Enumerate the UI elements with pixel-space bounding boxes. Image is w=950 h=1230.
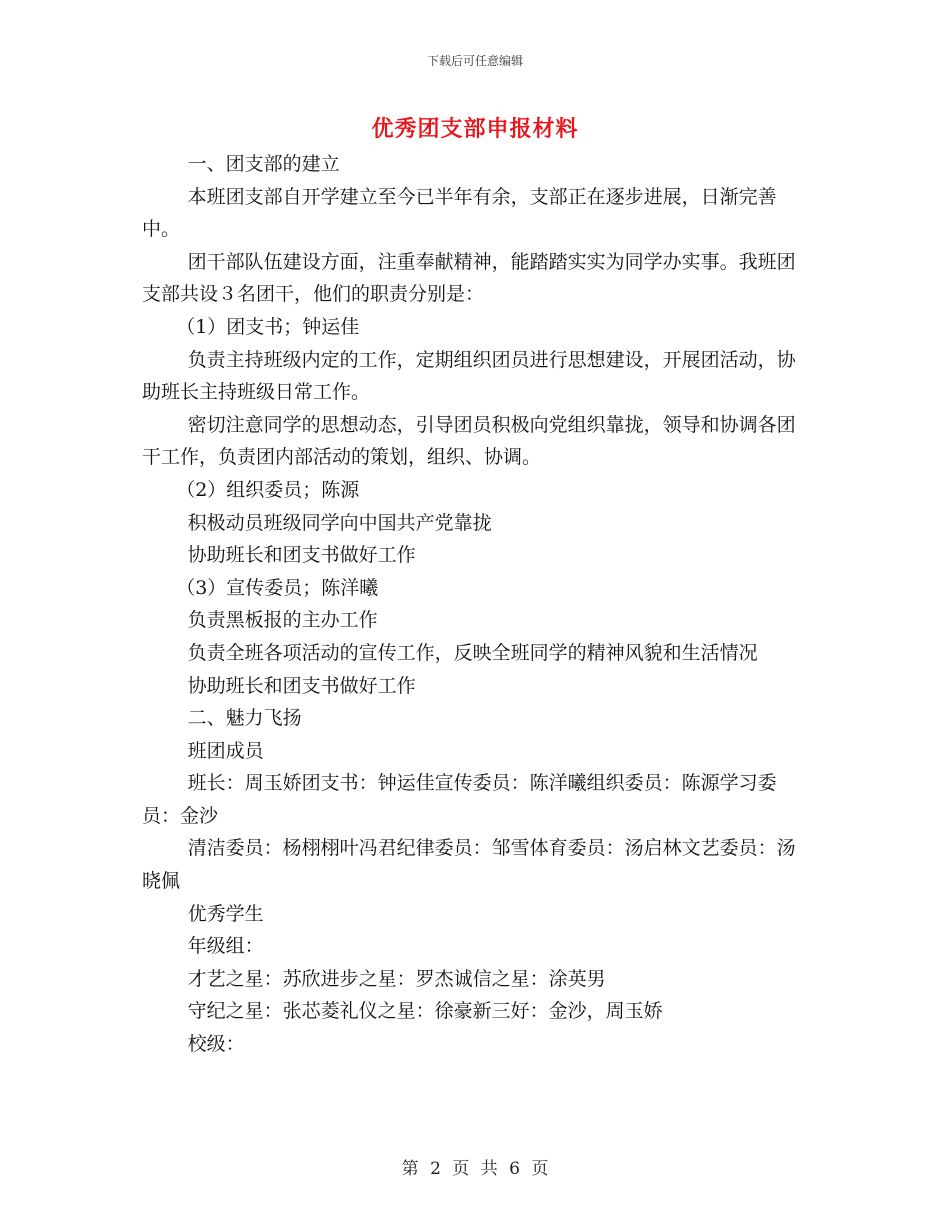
section-heading: 一、团支部的建立 bbox=[187, 153, 340, 175]
role-heading: （2）组织委员；陈源 bbox=[176, 478, 360, 501]
paragraph: 守纪之星：张芯菱礼仪之星：徐豪新三好：金沙，周玉娇 bbox=[187, 1000, 663, 1023]
paragraph: 团干部队伍建设方面，注重奉献精神，能踏踏实实为同学办实事。我班团支部共设３名团干，他们的职责分别是： bbox=[142, 250, 796, 306]
paragraph: 本班团支部自开学建立至今已半年有余，支部正在逐步进展，日渐完善中。 bbox=[142, 185, 777, 241]
paragraph: 负责黑板报的主办工作 bbox=[187, 609, 378, 632]
paragraph: 密切注意同学的思想动态，引导团员积极向党组织靠拢，领导和协调各团干工作，负责团内部活动的策划，组织、协调。 bbox=[142, 413, 796, 469]
role-heading: （3）宣传委员；陈洋曦 bbox=[176, 576, 379, 599]
page-header: 下载后可任意编辑 bbox=[426, 54, 523, 68]
paragraph: 班长：周玉娇团支书：钟运佳宣传委员：陈洋曦组织委员：陈源学习委员：金沙 bbox=[142, 772, 777, 827]
section-heading: 二、魅力飞扬 bbox=[187, 707, 302, 730]
paragraph: 班团成员 bbox=[187, 739, 264, 762]
paragraph: 优秀学生 bbox=[187, 902, 264, 925]
paragraph: 积极动员班级同学向中国共产党靠拢 bbox=[187, 511, 492, 534]
paragraph: 协助班长和团支书做好工作 bbox=[187, 544, 416, 567]
document-title: 优秀团支部申报材料 bbox=[371, 116, 579, 142]
paragraph: 负责主持班级内定的工作，定期组织团员进行思想建设，开展团活动，协助班长主持班级日常工作。 bbox=[142, 348, 796, 404]
paragraph: 校级： bbox=[187, 1033, 245, 1056]
paragraph: 才艺之星：苏欣进步之星：罗杰诚信之星：涂英男 bbox=[187, 967, 606, 990]
paragraph: 年级组： bbox=[187, 935, 264, 958]
paragraph: 清洁委员：杨栩栩叶冯君纪律委员：邹雪体育委员：汤启林文艺委员：汤晓佩 bbox=[142, 837, 796, 893]
page-footer: 第 2 页 共 6 页 bbox=[401, 1159, 549, 1179]
document-body bbox=[142, 148, 808, 1061]
role-heading: （1）团支书；钟运佳 bbox=[176, 315, 360, 338]
paragraph: 负责全班各项活动的宣传工作，反映全班同学的精神风貌和生活情况 bbox=[187, 641, 758, 664]
paragraph: 协助班长和团支书做好工作 bbox=[187, 674, 416, 697]
